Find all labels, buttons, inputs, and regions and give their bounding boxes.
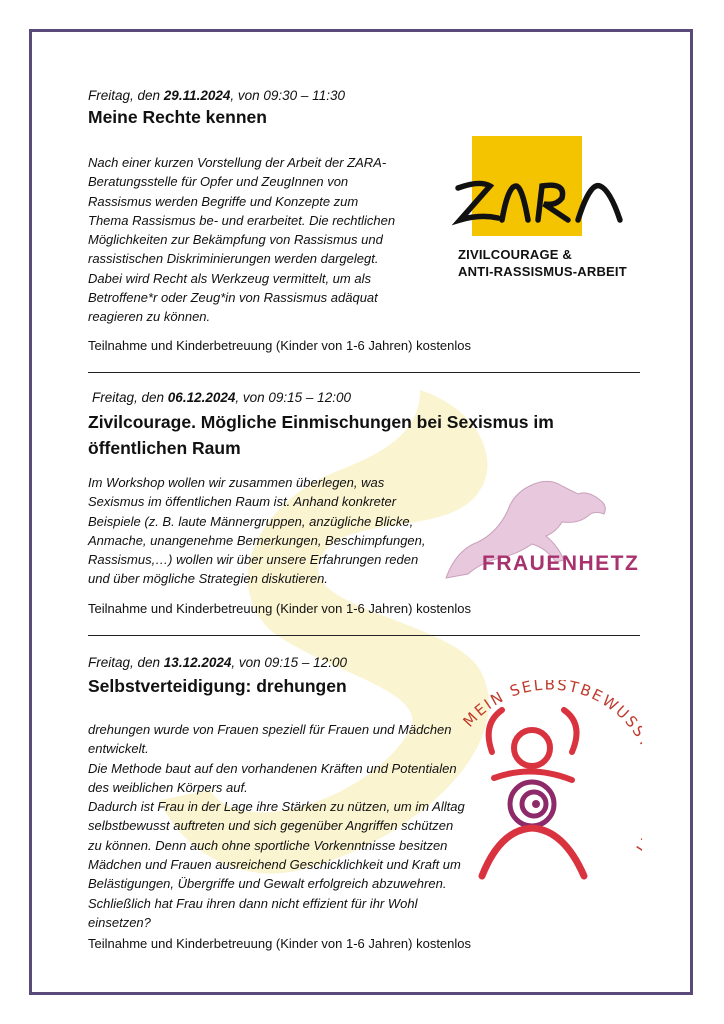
event-2-description: Im Workshop wollen wir zusammen überlegen, was Sexismus im öffentlichen Raum ist. Anhand konkreter Beispiele (z. B. laute Männergruppen, anzügliche Blicke, Anmache, unangenehme Bemerkungen, Beschimpfungen, Rassismus,…) wollen wir über unsere Erfahrungen reden und über mögliche Strategien diskutieren. (88, 475, 426, 587)
event-2-title: Zivilcourage. Mögliche Einmischungen bei Sexismus im öffentlichen Raum (88, 412, 554, 458)
event-1-description: Nach einer kurzen Vorstellung der Arbeit der ZARA-Beratungsstelle für Opfer und ZeugInnen von Rassismus werden Begriffe und Konzepte zum Thema Rassismus be- und erarbeitet. Die rechtlichen Möglichkeiten zur Bekämpfung von Rassismus und rassistischen Diskriminierungen werden dargelegt. Dabei wird Recht als Werkzeug vermittelt, um als Betroffene*r oder Zeug*in von Rassismus adäquat reagieren zu können. (88, 155, 396, 325)
zara-wordmark-icon (450, 176, 640, 226)
divider-1 (88, 372, 640, 373)
zara-logo (450, 136, 640, 286)
zara-tagline-2: ANTI-RASSISMUS-ARBEIT (458, 264, 627, 279)
event-3-cost-note: Teilnahme und Kinderbetreuung (Kinder von 1-6 Jahren) kostenlos (88, 936, 472, 951)
frauenhetz-wordmark: FRAUENHETZ (482, 552, 640, 575)
selbstbewusst-logo (452, 680, 642, 890)
event-1-title: Meine Rechte kennen (88, 107, 267, 127)
event-3-title: Selbstverteidigung: drehungen (88, 676, 347, 696)
event-1-date: Freitag, den 29.11.2024, von 09:30 – 11:30 (88, 88, 345, 103)
zara-tagline-1: ZIVILCOURAGE & (458, 247, 573, 262)
spiral-figure-icon (452, 680, 642, 890)
event-1-cost-note: Teilnahme und Kinderbetreuung (Kinder von 1-6 Jahren) kostenlos (88, 338, 472, 353)
event-3-date: Freitag, den 13.12.2024, von 09:15 – 12:00 (88, 655, 347, 670)
frauenhetz-logo (438, 470, 638, 590)
divider-2 (88, 635, 640, 636)
logo-arc-text: MEIN SELBSTBEWUS (459, 680, 642, 733)
event-2-date: Freitag, den 06.12.2024, von 09:15 – 12:00 (92, 390, 351, 405)
event-3-description: drehungen wurde von Frauen speziell für Frauen und Mädchen entwickelt. Die Methode baut auf den vorhandenen Kräften und Potentialen des weiblichen Körpers auf. Dadurch ist Frau in der Lage ihre Stärken zu nützen, um im Alltag selbstbewusst auftreten und sich gegenüber Angriffen schützen zu können. Denn auch ohne sportliche Vorkenntnisse besitzen Mädchen und Frauen ausreichend Geschicklichkeit und Kraft um Belästigungen, Übergriffe und Gewalt erfolgreich abzuwehren. Schließlich hat Frau ihren dann nicht effizient für ihr Wohl einsetzen? (88, 722, 465, 930)
event-2-cost-note: Teilnahme und Kinderbetreuung (Kinder von 1-6 Jahren) kostenlos (88, 601, 472, 616)
